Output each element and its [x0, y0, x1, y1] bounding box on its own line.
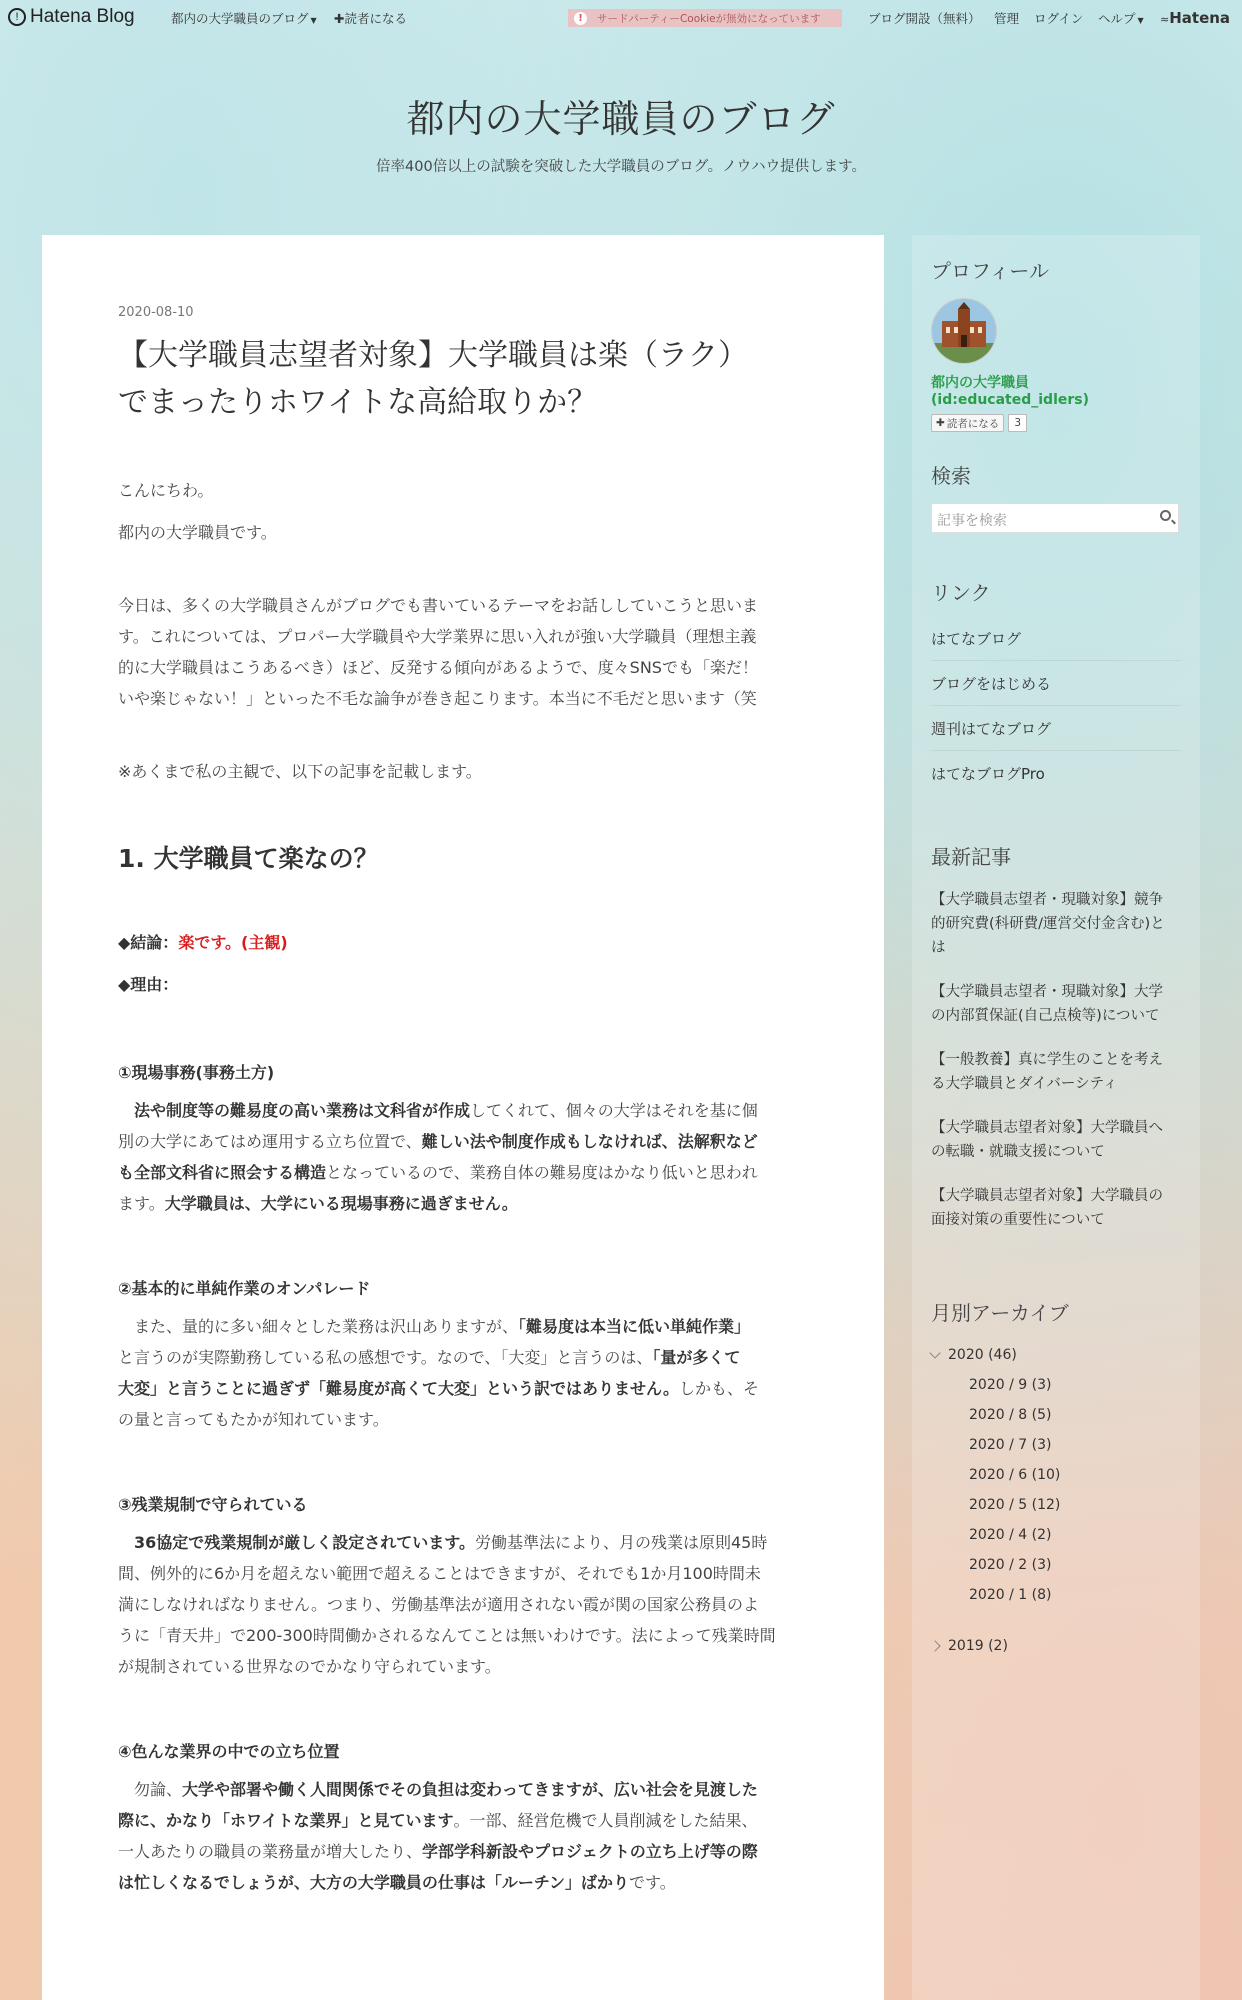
archive-year-label: 2019 (2): [948, 1638, 1008, 1654]
archive-month[interactable]: 2020 / 1 (8): [969, 1587, 1052, 1603]
links-list: [931, 616, 1181, 795]
recent-heading: 最新記事: [931, 845, 1011, 869]
recent-entry[interactable]: 【大学職員志望者・現職対象】競争 的研究費(科研費/運営交付金含む)と は: [931, 892, 1165, 956]
subscribe-link[interactable]: [334, 9, 407, 27]
title-line: 【大学職員志望者対象】大学職員は楽（ラク）: [118, 338, 748, 373]
reason-1-title: ①現場事務(事務土方): [118, 1063, 275, 1082]
follow-button[interactable]: [931, 414, 1004, 432]
search-heading: 検索: [931, 464, 971, 488]
conclusion: [118, 927, 808, 958]
archive-year-label: 2020 (46): [948, 1347, 1017, 1363]
reason-3-body: 36協定で残業規制が厳しく設定されています。労働基準法により、月の残業は原則45時 間、例外的に6か月を超えない範囲で超えることはできますが、それでも1か月100時間未 満にしなければなりません。つまり、労働基準法が適用されない霞が関の国家公務員のよ うに「青天井」で200-300時間働かされるなんてことは無いわけです。法によって残業時間 が規制されている世界なのでかなり守られています。: [118, 1533, 776, 1676]
hatena-logo-icon: !: [8, 8, 26, 26]
link-item[interactable]: 週刊はてなブログ: [931, 706, 1181, 751]
global-header: [0, 0, 1242, 36]
cookie-notice[interactable]: [568, 9, 842, 27]
manage-link[interactable]: 管理: [994, 11, 1020, 26]
brand-text: Hatena Blog: [30, 6, 135, 27]
reason-2-body: また、量的に多い細々とした業務は沢山ありますが、「難易度は本当に低い単純作業」 と言うのが実際勤務している私の感想です。なので、「大変」と言うのは、「量が多くて 大変」と言うことに過ぎず「難易度が高くて大変」という訳ではありません。しかも、そ の量と言ってもたかが知れています。: [118, 1317, 759, 1429]
help-menu[interactable]: [1098, 9, 1144, 27]
archive-month[interactable]: 2020 / 7 (3): [969, 1437, 1052, 1453]
recent-list: [931, 888, 1181, 1232]
open-blog-link[interactable]: ブログ開設（無料）: [868, 11, 981, 26]
chevron-right-icon: [929, 1640, 940, 1651]
blog-menu[interactable]: [171, 9, 317, 27]
archive-month[interactable]: 2020 / 9 (3): [969, 1377, 1052, 1393]
recent-entry[interactable]: 【大学職員志望者・現職対象】大学 の内部質保証(自己点検等)について: [931, 984, 1163, 1024]
greeting: こんにちわ。: [118, 481, 214, 500]
conclusion-value: 楽です。(主観): [178, 933, 288, 952]
sidebar: [912, 235, 1200, 2000]
plus-icon: ✚: [936, 417, 945, 429]
recent-entry[interactable]: 【一般教養】真に学生のことを考え る大学職員とダイバーシティ: [931, 1052, 1163, 1092]
caret-down-icon: ▼: [310, 16, 317, 25]
blog-title[interactable]: 都内の大学職員のブログ: [406, 97, 836, 141]
para-line: いや楽じゃない！」といった不毛な論争が巻き起こります。本当に不毛だと思います（笑: [118, 689, 757, 708]
profile-module: [931, 255, 1181, 432]
reason-2-title: ②基本的に単純作業のオンパレード: [118, 1279, 371, 1298]
reason-4-body: 勿論、大学や部署や働く人間関係でその負担は変わってきますが、広い社会を見渡した 際に、かなり「ホワイトな業界」と見ています。一部、経営危機で人員削減をした結果、 一人あたりの職員の業務量が増大したり、学部学科新設やプロジェクトの立ち上げ等の際 は忙しくなるでしょうが、大方の大学職員の仕事は「ルーチン」ばかりです。: [118, 1780, 758, 1892]
reason-label: ◆理由：: [118, 975, 179, 994]
subscribe-label: 読者になる: [344, 11, 407, 26]
archive-heading: 月別アーカイブ: [931, 1301, 1069, 1325]
recent-entry[interactable]: 【大学職員志望者対象】大学職員の 面接対策の重要性について: [931, 1188, 1163, 1228]
section-heading: 1. 大学職員て楽なの？: [118, 844, 379, 873]
avatar-image: [932, 299, 996, 363]
article-date[interactable]: 2020-08-10: [118, 305, 194, 320]
intro: 都内の大学職員です。: [118, 523, 277, 542]
login-link[interactable]: ログイン: [1034, 11, 1084, 26]
warning-icon: !: [574, 12, 587, 25]
follow-label: 読者になる: [946, 417, 1000, 430]
archive-module: [931, 1297, 1181, 1661]
link-item[interactable]: ブログをはじめる: [931, 661, 1181, 706]
plus-icon: ✚: [334, 11, 345, 26]
cookie-notice-text: サードパーティーCookieが無効になっています: [597, 12, 821, 25]
archive-list: [931, 1340, 1181, 1661]
link-item[interactable]: はてなブログPro: [931, 764, 1045, 783]
archive-month[interactable]: 2020 / 2 (3): [969, 1557, 1052, 1573]
para-line: 今日は、多くの大学職員さんがブログでも書いているテーマをお話ししていこうと思いま: [118, 596, 759, 615]
search-placeholder: 記事を検索: [937, 513, 1007, 529]
article-title[interactable]: [118, 332, 808, 426]
hatena-wave-icon: ≈: [1160, 13, 1170, 26]
link-item[interactable]: はてなブログ: [931, 616, 1181, 661]
archive-year-2020[interactable]: [931, 1340, 1181, 1370]
follower-count[interactable]: 3: [1008, 414, 1027, 432]
hatena-link[interactable]: [1160, 9, 1230, 27]
profile-name[interactable]: 都内の大学職員 (id:educated_idlers): [931, 375, 1090, 408]
avatar[interactable]: [931, 298, 997, 364]
help-label: ヘルプ: [1098, 11, 1136, 26]
links-heading: リンク: [931, 581, 991, 605]
search-icon[interactable]: [1160, 510, 1171, 521]
search-module: [931, 460, 1181, 533]
hatena-blog-logo[interactable]: [8, 6, 135, 28]
blog-menu-label: 都内の大学職員のブログ: [171, 11, 309, 26]
reason-3-title: ③残業規制で守られている: [118, 1495, 308, 1514]
caret-down-icon: ▼: [1137, 16, 1144, 25]
follow-row: [931, 414, 1181, 432]
reason-4-title: ④色んな業界の中での立ち位置: [118, 1742, 340, 1761]
search-input[interactable]: [931, 503, 1179, 533]
title-line: でまったりホワイトな高給取りか？: [118, 385, 598, 420]
recent-entry[interactable]: 【大学職員志望者対象】大学職員へ の転職・就職支援について: [931, 1120, 1163, 1160]
archive-month[interactable]: 2020 / 8 (5): [969, 1407, 1052, 1423]
main-content: [42, 235, 884, 2000]
recent-module: [931, 841, 1181, 1232]
para-line: す。これについては、プロパー大学職員や大学業界に思い入れが強い大学職員（理想主義: [118, 627, 757, 646]
article: [118, 305, 808, 1898]
archive-month[interactable]: 2020 / 4 (2): [969, 1527, 1052, 1543]
archive-year-2019[interactable]: [931, 1631, 1181, 1661]
reason-1-body: 法や制度等の難易度の高い業務は文科省が作成してくれて、個々の大学はそれを基に個 別の大学にあてはめ運用する立ち位置で、難しい法や制度作成もしなければ、法解釈など も全部文科省に照会する構造となっているので、業務自体の難易度はかなり低いと思われ ます。大学職員は、大学にいる現場事務に過ぎません。: [118, 1101, 758, 1213]
links-module: [931, 577, 1181, 795]
note: ※あくまで私の主観で、以下の記事を記載します。: [118, 762, 482, 781]
conclusion-label: ◆結論：: [118, 933, 179, 952]
archive-month[interactable]: 2020 / 5 (12): [969, 1497, 1061, 1513]
blog-description: 倍率400倍以上の試験を突破した大学職員のブログ。ノウハウ提供します。: [376, 159, 866, 175]
para-line: 的に大学職員はこうあるべき）ほど、反発する傾向があるようで、度々SNSでも「楽だ！: [118, 658, 758, 677]
chevron-down-icon: [929, 1347, 940, 1358]
archive-month[interactable]: 2020 / 6 (10): [969, 1467, 1061, 1483]
para-intro: [118, 590, 808, 714]
hatena-label: Hatena: [1169, 9, 1231, 27]
profile-heading: プロフィール: [931, 259, 1049, 283]
article-body: [118, 475, 808, 1898]
